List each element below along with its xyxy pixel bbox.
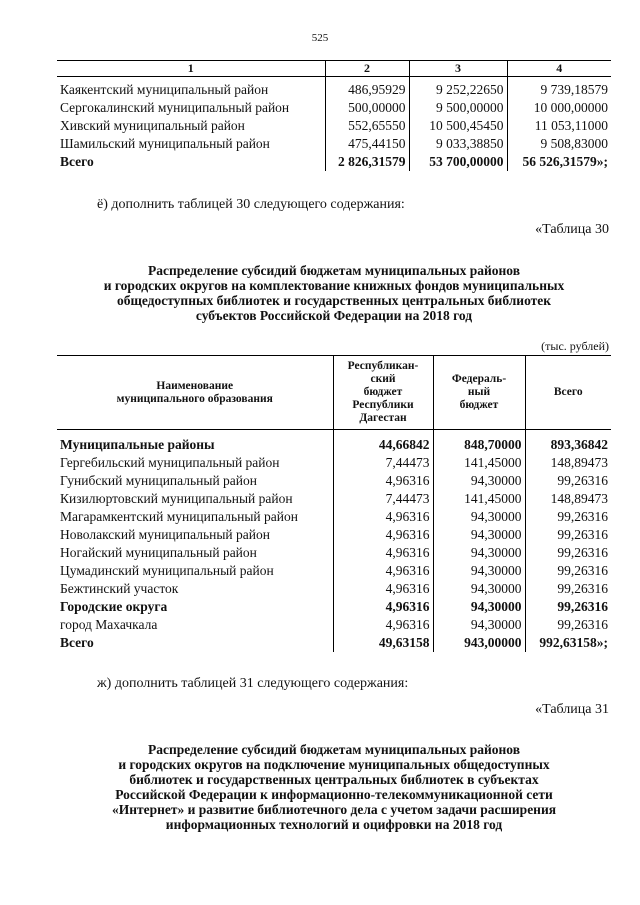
cell-value: 99,26316 <box>525 580 611 598</box>
page-number: 525 <box>311 32 329 44</box>
table-row <box>57 598 611 616</box>
district-name: Бежтинский участок <box>60 581 179 596</box>
cell-value: 94,30000 <box>433 526 525 544</box>
cell-value: 486,95929 <box>325 77 409 100</box>
cell-value: 4,96316 <box>333 580 433 598</box>
table-30-label: «Таблица 30 <box>535 222 609 237</box>
table-row <box>57 544 611 562</box>
title-line: и городских округов на комплектование книжных фондов муниципальных <box>103 278 565 293</box>
cell-value: 9 500,00000 <box>409 99 507 117</box>
cell-value: 99,26316 <box>525 508 611 526</box>
cell-value: 53 700,00000 <box>409 153 507 171</box>
cell-value: 9 508,83000 <box>507 135 611 153</box>
table-row <box>57 77 611 100</box>
cell-value: 848,70000 <box>433 430 525 455</box>
continuation-table <box>57 60 611 171</box>
district-name: город Махачкала <box>60 617 158 632</box>
cell-value: 4,96316 <box>333 472 433 490</box>
total-label: Всего <box>60 154 94 169</box>
units-label: (тыс. рублей) <box>541 339 609 353</box>
cell-value: 99,26316 <box>525 598 611 616</box>
table-row <box>57 508 611 526</box>
cell-value: 4,96316 <box>333 598 433 616</box>
cell-value: 148,89473 <box>525 490 611 508</box>
cell-value: 99,26316 <box>525 562 611 580</box>
district-name: Гунибский муниципальный район <box>60 473 257 488</box>
district-name: Шамильский муниципальный район <box>60 136 270 151</box>
title-line: библиотек и государственных центральных библиотек в субъектах <box>129 772 539 787</box>
cell-value: 99,26316 <box>525 616 611 634</box>
district-name: Кизилюртовский муниципальный район <box>60 491 293 506</box>
cell-value: 7,44473 <box>333 454 433 472</box>
cell-value: 94,30000 <box>433 544 525 562</box>
cell-value: 500,00000 <box>325 99 409 117</box>
cell-value: 943,00000 <box>433 634 525 652</box>
total-row <box>57 634 611 652</box>
cell-value: 99,26316 <box>525 544 611 562</box>
title-line: информационных технологий и оцифровки на 2018 год <box>165 817 503 832</box>
district-name: Ногайский муниципальный район <box>60 545 257 560</box>
title-line: Распределение субсидий бюджетам муниципальных районов <box>147 742 521 757</box>
district-name: Гергебильский муниципальный район <box>60 455 280 470</box>
district-name: Каякентский муниципальный район <box>60 82 269 97</box>
table-header-row <box>57 356 611 430</box>
district-name: Хивский муниципальный район <box>60 118 245 133</box>
table-row <box>57 117 611 135</box>
cell-value: 148,89473 <box>525 454 611 472</box>
cell-value: 992,63158»; <box>525 634 611 652</box>
cell-value: 56 526,31579»; <box>507 153 611 171</box>
paragraph-e: ё) дополнить таблицей 30 следующего содержания: <box>97 197 405 212</box>
cell-value: 49,63158 <box>333 634 433 652</box>
cell-value: 99,26316 <box>525 472 611 490</box>
table-row <box>57 580 611 598</box>
district-name: Магарамкентский муниципальный район <box>60 509 298 524</box>
cell-value: 10 500,45450 <box>409 117 507 135</box>
total-row <box>57 153 611 171</box>
cell-value: 94,30000 <box>433 562 525 580</box>
cell-value: 9 739,18579 <box>507 77 611 100</box>
cell-value: 94,30000 <box>433 598 525 616</box>
paragraph-zh: ж) дополнить таблицей 31 следующего содержания: <box>97 676 409 691</box>
cell-value: 2 826,31579 <box>325 153 409 171</box>
table-row <box>57 430 611 455</box>
column-number: 4 <box>507 61 611 77</box>
cell-value: 141,45000 <box>433 490 525 508</box>
cell-value: 44,66842 <box>333 430 433 455</box>
cell-value: 475,44150 <box>325 135 409 153</box>
table-row <box>57 99 611 117</box>
cell-value: 94,30000 <box>433 580 525 598</box>
header-republic-budget: Республикан- ский бюджет Республики Дагестан <box>333 356 433 430</box>
cell-value: 4,96316 <box>333 616 433 634</box>
table-row <box>57 526 611 544</box>
cell-value: 99,26316 <box>525 526 611 544</box>
cell-value: 9 252,22650 <box>409 77 507 100</box>
column-number: 1 <box>57 61 325 77</box>
table-row <box>57 135 611 153</box>
title-line: общедоступных библиотек и государственных центральных библиотек <box>116 293 552 308</box>
cell-value: 94,30000 <box>433 472 525 490</box>
table-row <box>57 490 611 508</box>
cell-value: 4,96316 <box>333 508 433 526</box>
cell-value: 4,96316 <box>333 562 433 580</box>
table-header-row <box>57 61 611 77</box>
cell-value: 893,36842 <box>525 430 611 455</box>
title-line: Распределение субсидий бюджетам муниципальных районов <box>147 263 521 278</box>
cell-value: 4,96316 <box>333 526 433 544</box>
cell-value: 552,65550 <box>325 117 409 135</box>
table-30 <box>57 355 611 652</box>
cell-value: 10 000,00000 <box>507 99 611 117</box>
table-31-label: «Таблица 31 <box>535 702 609 717</box>
district-name: Цумадинский муниципальный район <box>60 563 274 578</box>
table-30-title <box>57 263 611 323</box>
header-total: Всего <box>525 356 611 430</box>
district-name: Городские округа <box>60 599 168 614</box>
title-line: Российской Федерации к информационно-телекоммуникационной сети <box>115 787 553 802</box>
title-line: и городских округов на подключение муниципальных общедоступных <box>118 757 550 772</box>
cell-value: 7,44473 <box>333 490 433 508</box>
table-row <box>57 454 611 472</box>
table-row <box>57 472 611 490</box>
header-federal-budget: Федераль- ный бюджет <box>433 356 525 430</box>
title-line: «Интернет» и развитие библиотечного дела с учетом задачи расширения <box>111 802 557 817</box>
cell-value: 94,30000 <box>433 508 525 526</box>
total-label: Всего <box>60 635 94 650</box>
cell-value: 94,30000 <box>433 616 525 634</box>
cell-value: 4,96316 <box>333 544 433 562</box>
cell-value: 141,45000 <box>433 454 525 472</box>
district-name: Сергокалинский муниципальный район <box>60 100 290 115</box>
cell-value: 11 053,11000 <box>507 117 611 135</box>
column-number: 3 <box>409 61 507 77</box>
column-number: 2 <box>325 61 409 77</box>
table-row <box>57 562 611 580</box>
table-31-title <box>57 742 611 832</box>
cell-value: 9 033,38850 <box>409 135 507 153</box>
table-row <box>57 616 611 634</box>
header-name: Наименование муниципального образования <box>57 356 333 430</box>
title-line: субъектов Российской Федерации на 2018 год <box>195 308 473 323</box>
district-name: Новолакский муниципальный район <box>60 527 270 542</box>
district-name: Муниципальные районы <box>60 437 215 452</box>
